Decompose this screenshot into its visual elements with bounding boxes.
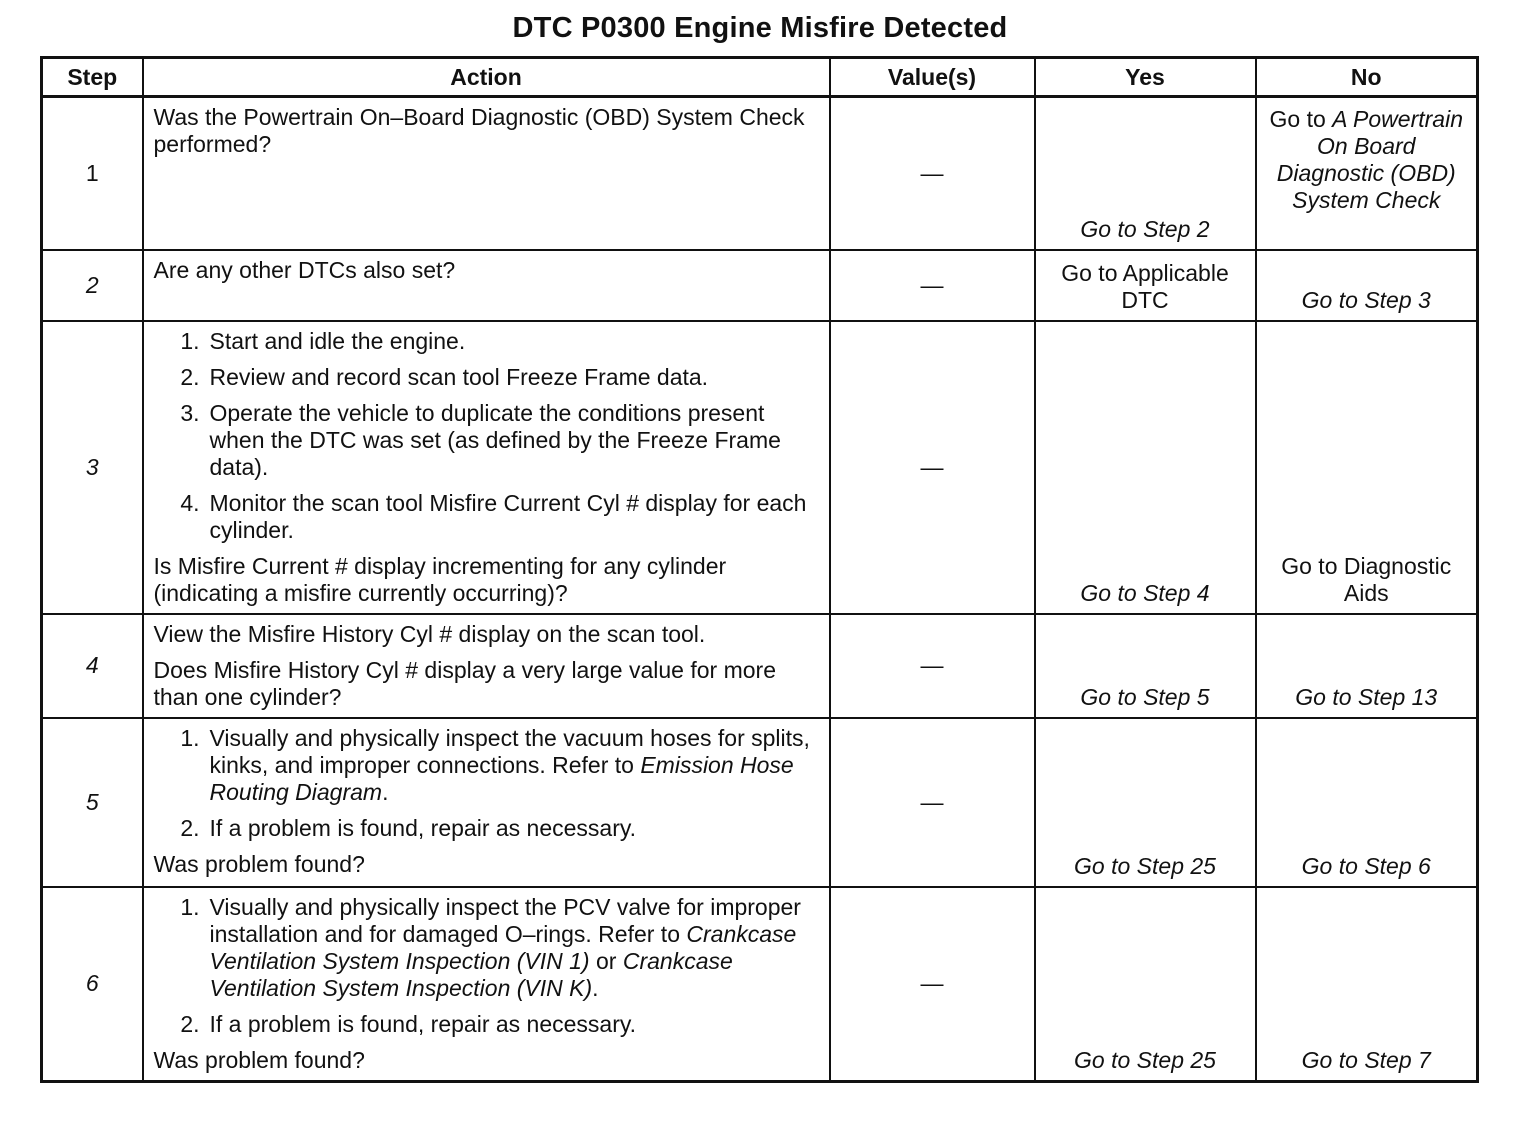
reference-link: Crankcase Ventilation System Inspection (VIN 1)	[209, 920, 797, 974]
value-cell	[830, 97, 1035, 250]
header-step: Step	[42, 58, 143, 97]
list-item: 1. Visually and physically inspect the vacuum hoses for splits, kinks, and improper connections. Refer to Emission Hose Routing Diagram.	[180, 724, 810, 805]
list-item: 1. Visually and physically inspect the PCV valve for improper installation and for damaged O–rings. Refer to Crankcase Ventilation System Inspection (VIN 1) or Crankcase Ventilation System Inspection (VIN K).	[180, 893, 801, 1001]
no-prefix: Go to	[1269, 106, 1326, 132]
list-item: 2. Review and record scan tool Freeze Frame data.	[180, 363, 709, 390]
no-cell	[1256, 97, 1478, 250]
table-row	[42, 250, 1478, 321]
no-reference: A Powertrain On Board Diagnostic (OBD) System Check	[1276, 106, 1463, 213]
action-cell	[143, 250, 830, 321]
value-cell	[830, 250, 1035, 321]
action-question: Was problem found?	[153, 1046, 365, 1073]
value-placeholder: —	[920, 970, 944, 996]
header-yes: Yes	[1035, 58, 1256, 97]
no-cell: Go to Step 7	[1256, 887, 1478, 1082]
step-number: 2	[42, 250, 143, 321]
yes-cell: Go to Step 25	[1035, 887, 1256, 1082]
list-item: 3. Operate the vehicle to duplicate the conditions present when the DTC was set (as defined by the Freeze Frame data).	[180, 399, 781, 480]
step-number: 6	[42, 887, 143, 1082]
action-cell	[143, 321, 830, 614]
no-cell: Go to Step 3	[1256, 250, 1478, 321]
no-cell: Go to Step 6	[1256, 718, 1478, 887]
action-list	[154, 725, 819, 842]
yes-cell: Go to Applicable DTC	[1035, 250, 1256, 321]
action-cell	[143, 718, 830, 887]
value-cell	[830, 887, 1035, 1082]
action-cell	[143, 887, 830, 1082]
reference-link: Crankcase Ventilation System Inspection (VIN K)	[209, 947, 733, 1001]
value-placeholder: —	[920, 652, 944, 678]
action-question: Is Misfire Current # display incrementing for any cylinder (indicating a misfire currently occurring)?	[153, 552, 727, 606]
value-placeholder: —	[920, 788, 944, 815]
header-values: Value(s)	[830, 58, 1035, 97]
list-item: 1. Start and idle the engine.	[180, 327, 466, 354]
action-cell	[143, 614, 830, 718]
table-row	[42, 321, 1478, 614]
action-question: Does Misfire History Cyl # display a very large value for more than one cylinder?	[153, 656, 776, 710]
yes-cell: Go to Step 5	[1035, 614, 1256, 718]
table-row	[42, 887, 1478, 1082]
value-placeholder: —	[920, 453, 944, 480]
diagnostic-table	[40, 56, 1479, 1083]
action-list	[154, 894, 819, 1038]
action-list	[154, 328, 819, 544]
header-no: No	[1256, 58, 1478, 97]
list-item: 4. Monitor the scan tool Misfire Current Cyl # display for each cylinder.	[180, 489, 807, 543]
table-row	[42, 97, 1478, 250]
table-row	[42, 718, 1478, 887]
step-number: 1	[42, 97, 143, 250]
step-number: 3	[42, 321, 143, 614]
value-placeholder: —	[920, 271, 944, 298]
action-paragraph: View the Misfire History Cyl # display on the scan tool.	[153, 620, 706, 647]
value-cell	[830, 614, 1035, 718]
action-question: Are any other DTCs also set?	[153, 256, 456, 283]
page-title: DTC P0300 Engine Misfire Detected	[512, 12, 1008, 44]
value-placeholder: —	[920, 159, 944, 186]
yes-cell: Go to Step 4	[1035, 321, 1256, 614]
no-cell: Go to Step 13	[1256, 614, 1478, 718]
value-cell	[830, 718, 1035, 887]
header-action: Action	[143, 58, 830, 97]
action-question: Was problem found?	[153, 850, 365, 877]
no-cell: Go to Diagnostic Aids	[1256, 321, 1478, 614]
action-question: Was the Powertrain On–Board Diagnostic (OBD) System Check performed?	[153, 104, 805, 157]
yes-cell: Go to Step 25	[1035, 718, 1256, 887]
header-row	[42, 58, 1478, 97]
step-number: 5	[42, 718, 143, 887]
step-number: 4	[42, 614, 143, 718]
value-cell	[830, 321, 1035, 614]
yes-cell: Go to Step 2	[1035, 97, 1256, 250]
reference-link: Emission Hose Routing Diagram	[209, 751, 794, 805]
table-row	[42, 614, 1478, 718]
list-item: 2. If a problem is found, repair as necessary.	[180, 814, 637, 841]
action-cell	[143, 97, 830, 250]
list-item: 2. If a problem is found, repair as necessary.	[180, 1010, 637, 1037]
